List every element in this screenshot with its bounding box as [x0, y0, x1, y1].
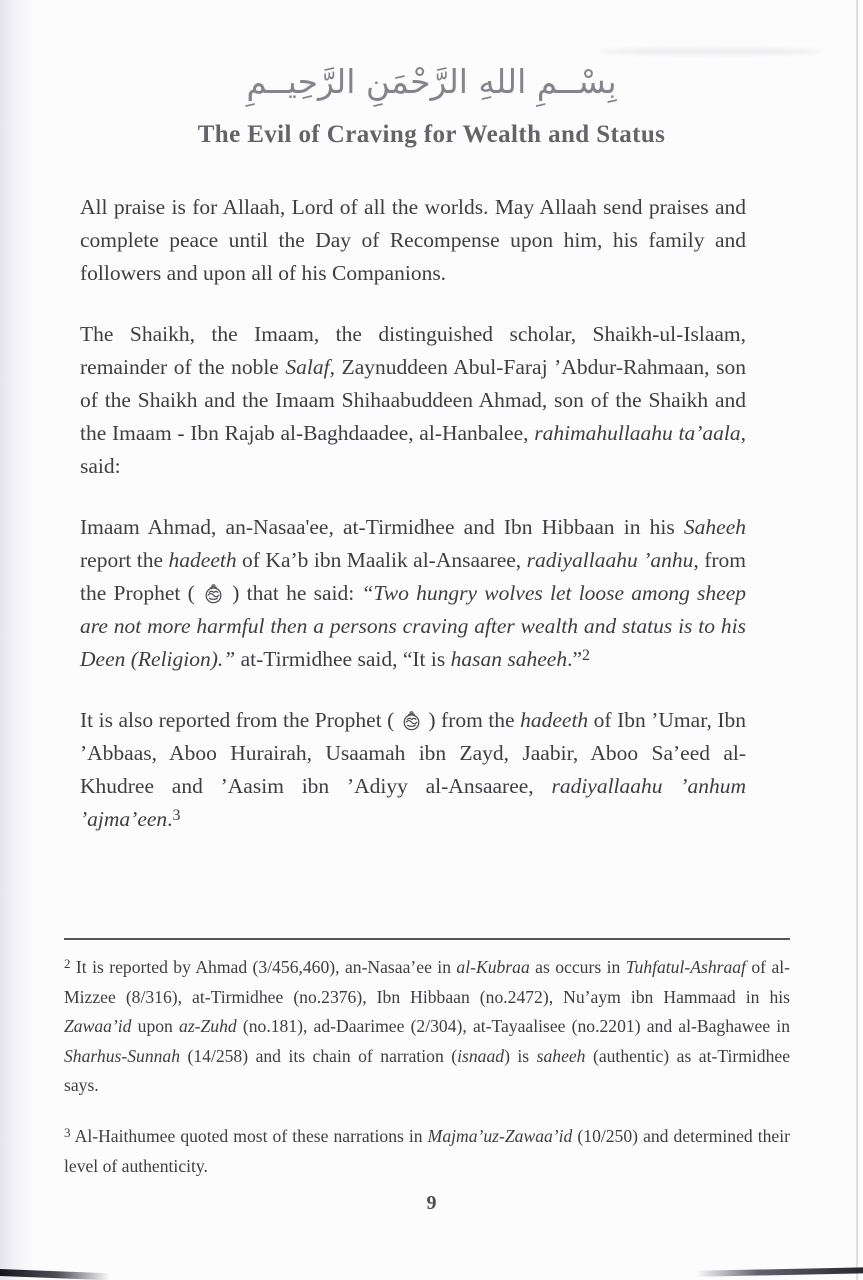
paragraph-hadeeth-two-wolves: Imaam Ahmad, an-Nasaa'ee, at-Tirmidhee and Ibn Hibbaan in his Saheeh report the hadeeth of Ka’b ibn Maalik al-Ansaaree, radiyallaahu ’anhu, from the Prophet ( ) that he said: “Two hungry wolves let loose among sheep are not more harmful then a persons craving after wealth and status is to his Deen (Religion).” at-Tirmidhee said, “It is hasan saheeh.”$^2$ — [80, 515, 747, 671]
page-number: 9 — [426, 1192, 437, 1214]
footnotes-section — [64, 938, 790, 1202]
paragraph-opening-praise: All praise is for Allaah, Lord of all the worlds. May Allaah send praises and complete peace until the Day of Recompense upon him, his family and followers and upon all of his Companions. — [80, 195, 746, 285]
bismillah-calligraphy: بِسْــمِ اللهِ الرَّحْمَنِ الرَّحِيــمِ — [246, 62, 617, 101]
saw-symbol-icon — [203, 582, 224, 604]
scan-shadow-left — [0, 0, 34, 1280]
saw-symbol-icon — [401, 709, 422, 731]
paragraph-other-narrators: It is also reported from the Prophet ( ) from the hadeeth of Ibn ’Umar, Ibn ’Abbaas, Aboo Hurairah, Usaamah ibn Zayd, Jaabir, Aboo Sa’eed al-Khudree and ’Aasim ibn ’Adiyy al-Ansaaree, radiyallaahu ’anhum ’ajma’een.$^3$ — [80, 708, 747, 831]
footnote-3: $^3$ Al-Haithumee quoted most of these narrations in Majma’uz-Zawaa’id (10/250) and determined their level of authenticity. — [64, 1125, 790, 1176]
scan-artifact-bottom-right — [696, 1267, 863, 1277]
page-title: The Evil of Craving for Wealth and Status — [197, 121, 666, 148]
scan-edge-right — [856, 0, 858, 1280]
body-text-block — [80, 191, 746, 865]
footnote-2: $^2$ It is reported by Ahmad (3/456,460), an-Nasaa’ee in al-Kubraa as occurs in Tuhfatul-Ashraaf of al-Mizzee (8/316), at-Tirmidhee (no.2376), Ibn Hibbaan (no.2472), Nu’aym ibn Hammaad in his Zawaa’id upon az-Zuhd (no.181), ad-Daarimee (2/304), at-Tayaalisee (no.2201) and al-Baghawee in Sharhus-Sunnah (14/258) and its chain of narration (isnaad) is saheeh (authentic) as at-Tirmidhee says. — [64, 956, 791, 1096]
paragraph-author-introduction: The Shaikh, the Imaam, the distinguished scholar, Shaikh-ul-Islaam, remainder of the noble Salaf, Zaynuddeen Abul-Faraj ’Abdur-Rahmaan, son of the Shaikh and the Imaam Shihaabuddeen Ahmad, son of the Shaikh and the Imaam - Ibn Rajab al-Baghdaadee, al-Hanbalee, rahimahullaahu ta’aala, said: — [80, 322, 746, 478]
footnote-divider-line — [64, 938, 790, 940]
